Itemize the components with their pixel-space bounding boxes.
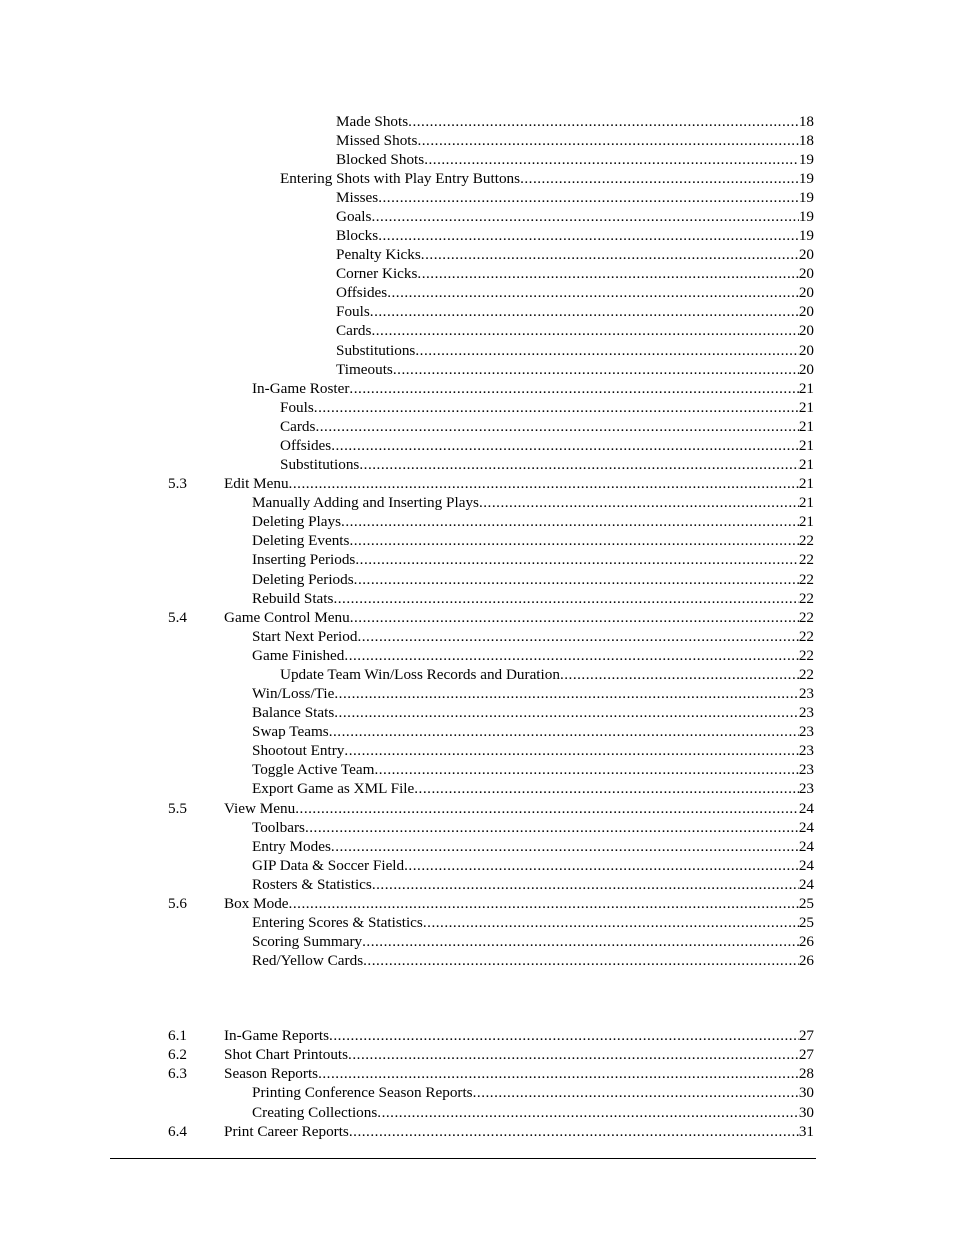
toc-entry-label: Fouls: [336, 303, 370, 320]
toc-dot-leader: [423, 913, 799, 932]
toc-row: [0, 493, 954, 512]
toc-page-number: 20: [798, 246, 814, 263]
toc-dot-leader: [417, 131, 798, 150]
toc-entry-label: Balance Stats: [252, 704, 335, 721]
toc-entry-label: Rosters & Statistics: [252, 876, 372, 893]
toc-entry-label: Deleting Plays: [252, 513, 342, 530]
toc-row: [0, 684, 954, 703]
toc-entry-label: Scoring Summary: [252, 933, 363, 950]
toc-entry-label: Made Shots: [336, 113, 409, 130]
toc-dot-leader: [404, 856, 799, 875]
toc-entry-label: Export Game as XML File: [252, 780, 415, 797]
toc-row: [0, 550, 954, 569]
toc-entry-label: Cards: [280, 418, 316, 435]
toc-row: [0, 951, 954, 970]
toc-entry-label: Entry Modes: [252, 838, 331, 855]
toc-row: [0, 894, 954, 913]
toc-dot-leader: [357, 627, 798, 646]
toc-entry-link[interactable]: [336, 226, 814, 245]
toc-section-number: 6.2: [168, 1046, 187, 1063]
toc-page-number: 20: [798, 342, 814, 359]
toc-page-number: 21: [798, 380, 814, 397]
toc-entry-label: View Menu: [224, 800, 296, 817]
toc-entry-label: Creating Collections: [252, 1104, 378, 1121]
toc-entry-label: Box Mode: [224, 895, 289, 912]
toc-page-number: 24: [798, 819, 814, 836]
toc-row: [0, 436, 954, 455]
toc-entry-link[interactable]: [252, 703, 814, 722]
toc-entry-label: Game Finished: [252, 647, 345, 664]
toc-entry-label: Goals: [336, 208, 372, 225]
toc-entry-link[interactable]: [336, 341, 814, 360]
toc-entry-link[interactable]: [252, 779, 814, 798]
toc-page-number: 24: [798, 876, 814, 893]
toc-entry-label: Start Next Period: [252, 628, 358, 645]
toc-page-number: 19: [798, 189, 814, 206]
toc-page-number: 20: [798, 303, 814, 320]
toc-dot-leader: [560, 665, 799, 684]
toc-page-number: 21: [798, 475, 814, 492]
toc-entry-link[interactable]: [280, 455, 814, 474]
toc-entry-label: Substitutions: [336, 342, 416, 359]
toc-row: [0, 150, 954, 169]
toc-entry-label: In-Game Reports: [224, 1027, 330, 1044]
toc-row: [0, 531, 954, 550]
toc-row: [0, 1083, 954, 1102]
toc-entry-link[interactable]: [336, 264, 814, 283]
toc-entry-label: Print Career Reports: [224, 1123, 349, 1140]
toc-page-number: 20: [798, 322, 814, 339]
toc-page-number: 28: [798, 1065, 814, 1082]
toc-dot-leader: [479, 493, 799, 512]
toc-entry-label: Game Control Menu: [224, 609, 350, 626]
toc-entry-link[interactable]: [252, 493, 814, 512]
toc-row: [0, 188, 954, 207]
toc-row: [0, 341, 954, 360]
toc-entry-label: Blocks: [336, 227, 379, 244]
toc-entry-link[interactable]: [252, 875, 814, 894]
toc-entry-link[interactable]: [252, 1103, 814, 1122]
toc-entry-link[interactable]: [336, 360, 814, 379]
toc-page-number: 21: [798, 437, 814, 454]
toc-page-number: 27: [798, 1046, 814, 1063]
toc-row: [0, 875, 954, 894]
toc-entry-label: Printing Conference Season Reports: [252, 1084, 473, 1101]
toc-section-number: 5.3: [168, 475, 187, 492]
toc-entry-label: Edit Menu: [224, 475, 289, 492]
toc-dot-leader: [362, 932, 799, 951]
toc-entry-link[interactable]: [252, 932, 814, 951]
toc-page-number: 20: [798, 361, 814, 378]
toc-row: [0, 245, 954, 264]
toc-row: [0, 1122, 954, 1141]
toc-row: [0, 417, 954, 436]
toc-entry-link[interactable]: [252, 951, 814, 970]
toc-entry-label: Win/Loss/Tie: [252, 685, 335, 702]
toc-row: [0, 589, 954, 608]
toc-row: [0, 932, 954, 951]
toc-page-number: 23: [798, 704, 814, 721]
toc-row: [0, 741, 954, 760]
toc-entry-link[interactable]: [336, 131, 814, 150]
toc-dot-leader: [415, 341, 798, 360]
toc-page-number: 20: [798, 284, 814, 301]
toc-row: [0, 722, 954, 741]
toc-page-number: 22: [798, 532, 814, 549]
toc-dot-leader: [377, 1103, 799, 1122]
toc-page-number: 18: [798, 132, 814, 149]
toc-section-number: 6.4: [168, 1123, 187, 1140]
toc-page-number: 19: [798, 208, 814, 225]
toc-page-number: 21: [798, 513, 814, 530]
toc-page-number: 23: [798, 723, 814, 740]
toc-entry-link[interactable]: [252, 627, 814, 646]
toc-entry-label: Entering Scores & Statistics: [252, 914, 423, 931]
toc-page-number: 22: [798, 647, 814, 664]
toc-entry-label: GIP Data & Soccer Field: [252, 857, 405, 874]
toc-page-number: 23: [798, 780, 814, 797]
toc-entry-link[interactable]: [336, 207, 814, 226]
toc-dot-leader: [374, 760, 798, 779]
toc-entry-link[interactable]: [224, 1045, 814, 1064]
toc-dot-leader: [331, 436, 799, 455]
toc-entry-label: Shootout Entry: [252, 742, 345, 759]
toc-entry-label: Season Reports: [224, 1065, 319, 1082]
toc-page-number: 26: [798, 933, 814, 950]
toc-entry-link[interactable]: [252, 531, 814, 550]
toc-entry-link[interactable]: [252, 684, 814, 703]
toc-page-number: 22: [798, 609, 814, 626]
toc-entry-label: Toolbars: [252, 819, 305, 836]
toc-entry-link[interactable]: [252, 837, 814, 856]
toc-row: [0, 760, 954, 779]
toc-entry-link[interactable]: [336, 112, 814, 131]
toc-page-number: 25: [798, 895, 814, 912]
toc-dot-leader: [344, 741, 798, 760]
toc-row: [0, 1026, 954, 1045]
toc-row: [0, 627, 954, 646]
toc-dot-leader: [341, 512, 799, 531]
toc-page-number: 21: [798, 399, 814, 416]
toc-row: [0, 226, 954, 245]
toc-row: [0, 360, 954, 379]
toc-entry-label: Inserting Periods: [252, 551, 356, 568]
toc-dot-leader: [371, 207, 798, 226]
toc-entry-link[interactable]: [336, 245, 814, 264]
toc-page-number: 21: [798, 418, 814, 435]
toc-page-number: 18: [798, 113, 814, 130]
toc-page-number: 22: [798, 628, 814, 645]
toc-page-number: 21: [798, 494, 814, 511]
toc-row: [0, 1103, 954, 1122]
toc-row: [0, 131, 954, 150]
toc-section-number: 6.1: [168, 1027, 187, 1044]
toc-row: [0, 512, 954, 531]
toc-row: [0, 264, 954, 283]
toc-section-number: 5.5: [168, 800, 187, 817]
toc-entry-link[interactable]: [252, 379, 814, 398]
toc-entry-link[interactable]: [336, 150, 814, 169]
toc-entry-link[interactable]: [252, 589, 814, 608]
toc-row: [0, 799, 954, 818]
toc-page-number: 23: [798, 685, 814, 702]
toc-entry-link[interactable]: [252, 570, 814, 589]
toc-entry-label: Deleting Periods: [252, 571, 354, 588]
toc-dot-leader: [370, 302, 799, 321]
toc-entry-link[interactable]: [224, 474, 814, 493]
toc-row: [0, 646, 954, 665]
toc-entry-link[interactable]: [336, 283, 814, 302]
toc-row: [0, 1064, 954, 1083]
toc-row: [0, 302, 954, 321]
toc-entry-link[interactable]: [280, 169, 814, 188]
toc-row: [0, 321, 954, 340]
toc-dot-leader: [349, 1122, 799, 1141]
toc-page-number: 24: [798, 838, 814, 855]
toc-dot-leader: [331, 837, 799, 856]
toc-dot-leader: [334, 703, 799, 722]
toc-dot-leader: [295, 799, 799, 818]
toc-dot-leader: [424, 150, 799, 169]
toc-section-number: 5.6: [168, 895, 187, 912]
toc-dot-leader: [372, 875, 799, 894]
toc-dot-leader: [334, 684, 798, 703]
toc-row: [0, 283, 954, 302]
toc-dot-leader: [359, 455, 798, 474]
toc-dot-leader: [393, 360, 799, 379]
toc-dot-leader: [289, 474, 799, 493]
toc-page-number: 22: [798, 571, 814, 588]
toc-entry-label: Misses: [336, 189, 379, 206]
toc-entry-label: Missed Shots: [336, 132, 418, 149]
toc-entry-label: Entering Shots with Play Entry Buttons: [280, 170, 521, 187]
toc-entry-link[interactable]: [252, 741, 814, 760]
toc-entry-link[interactable]: [336, 302, 814, 321]
toc-entry-link[interactable]: [280, 417, 814, 436]
footer-divider: [110, 1158, 816, 1159]
toc-page-number: 27: [798, 1027, 814, 1044]
toc-entry-link[interactable]: [252, 760, 814, 779]
toc-entry-label: Offsides: [336, 284, 388, 301]
toc-entry-label: In-Game Roster: [252, 380, 350, 397]
toc-entry-link[interactable]: [336, 321, 814, 340]
toc-row: [0, 207, 954, 226]
toc-page-number: 19: [798, 227, 814, 244]
toc-dot-leader: [473, 1083, 799, 1102]
toc-row: [0, 1045, 954, 1064]
toc-dot-leader: [349, 531, 798, 550]
toc-entry-label: Update Team Win/Loss Records and Duration: [280, 666, 560, 683]
toc-row: [0, 398, 954, 417]
toc-entry-label: Deleting Events: [252, 532, 350, 549]
toc-entry-label: Red/Yellow Cards: [252, 952, 364, 969]
toc-dot-leader: [315, 417, 798, 436]
toc-entry-label: Rebuild Stats: [252, 590, 334, 607]
toc-entry-link[interactable]: [224, 1026, 814, 1045]
toc-dot-leader: [329, 1026, 799, 1045]
toc-row: [0, 169, 954, 188]
toc-entry-link[interactable]: [252, 646, 814, 665]
toc-page-number: 24: [798, 800, 814, 817]
toc-row: [0, 837, 954, 856]
toc-dot-leader: [348, 1045, 799, 1064]
toc-entry-link[interactable]: [280, 398, 814, 417]
toc-dot-leader: [363, 951, 799, 970]
toc-entry-link[interactable]: [336, 188, 814, 207]
toc-page-number: 23: [798, 761, 814, 778]
toc-dot-leader: [350, 608, 799, 627]
toc-dot-leader: [349, 379, 798, 398]
toc-page-number: 22: [798, 551, 814, 568]
toc-entry-label: Swap Teams: [252, 723, 329, 740]
toc-entry-link[interactable]: [224, 1064, 814, 1083]
toc-dot-leader: [371, 321, 798, 340]
toc-entry-label: Substitutions: [280, 456, 360, 473]
toc-dot-leader: [378, 226, 799, 245]
toc-entry-link[interactable]: [280, 665, 814, 684]
toc-page-number: 20: [798, 265, 814, 282]
toc-dot-leader: [414, 779, 799, 798]
toc-row: [0, 608, 954, 627]
toc-dot-leader: [520, 169, 799, 188]
toc-page-number: 19: [798, 170, 814, 187]
toc-dot-leader: [329, 722, 799, 741]
toc-entry-link[interactable]: [252, 818, 814, 837]
toc-dot-leader: [421, 245, 799, 264]
toc-dot-leader: [417, 264, 798, 283]
toc-page-number: 22: [798, 666, 814, 683]
toc-entry-link[interactable]: [224, 1122, 814, 1141]
toc-entry-link[interactable]: [252, 856, 814, 875]
toc-entry-label: Blocked Shots: [336, 151, 425, 168]
toc-page-number: 19: [798, 151, 814, 168]
toc-page-number: 26: [798, 952, 814, 969]
toc-entry-label: Toggle Active Team: [252, 761, 375, 778]
toc-row: [0, 913, 954, 932]
toc-dot-leader: [344, 646, 798, 665]
toc-row: [0, 570, 954, 589]
toc-row: [0, 379, 954, 398]
toc-entry-link[interactable]: [252, 1083, 814, 1102]
toc-row: [0, 856, 954, 875]
toc-entry-label: Fouls: [280, 399, 314, 416]
toc-entry-label: Cards: [336, 322, 372, 339]
toc-entry-link[interactable]: [252, 550, 814, 569]
toc-entry-link[interactable]: [252, 913, 814, 932]
toc-row: [0, 779, 954, 798]
toc-row: [0, 455, 954, 474]
toc-section-number: 5.4: [168, 609, 187, 626]
toc-page-number: 24: [798, 857, 814, 874]
toc-dot-leader: [314, 398, 799, 417]
toc-row: [0, 703, 954, 722]
toc-page-number: 30: [798, 1084, 814, 1101]
toc-entry-label: Penalty Kicks: [336, 246, 421, 263]
toc-dot-leader: [305, 818, 799, 837]
toc-page-number: 25: [798, 914, 814, 931]
toc-row: [0, 474, 954, 493]
toc-entry-label: Offsides: [280, 437, 332, 454]
toc-page-number: 21: [798, 456, 814, 473]
toc-dot-leader: [355, 550, 798, 569]
toc-dot-leader: [289, 894, 799, 913]
toc-section-number: 6.3: [168, 1065, 187, 1082]
toc-entry-label: Manually Adding and Inserting Plays: [252, 494, 479, 511]
toc-page-number: 23: [798, 742, 814, 759]
toc-entry-label: Timeouts: [336, 361, 393, 378]
toc-entry-link[interactable]: [224, 894, 814, 913]
toc-dot-leader: [318, 1064, 799, 1083]
toc-dot-leader: [408, 112, 799, 131]
toc-page-number: 30: [798, 1104, 814, 1121]
toc-dot-leader: [378, 188, 799, 207]
toc-entry-link[interactable]: [224, 608, 814, 627]
toc-entry-label: Corner Kicks: [336, 265, 418, 282]
toc-row: [0, 665, 954, 684]
toc-entry-link[interactable]: [280, 436, 814, 455]
toc-entry-label: Shot Chart Printouts: [224, 1046, 349, 1063]
toc-dot-leader: [354, 570, 799, 589]
toc-row: [0, 818, 954, 837]
toc-row: [0, 112, 954, 131]
toc-page-number: 31: [798, 1123, 814, 1140]
toc-dot-leader: [387, 283, 799, 302]
toc-dot-leader: [333, 589, 798, 608]
toc-entry-link[interactable]: [252, 512, 814, 531]
toc-entry-link[interactable]: [224, 799, 814, 818]
toc-entry-link[interactable]: [252, 722, 814, 741]
toc-page-number: 22: [798, 590, 814, 607]
